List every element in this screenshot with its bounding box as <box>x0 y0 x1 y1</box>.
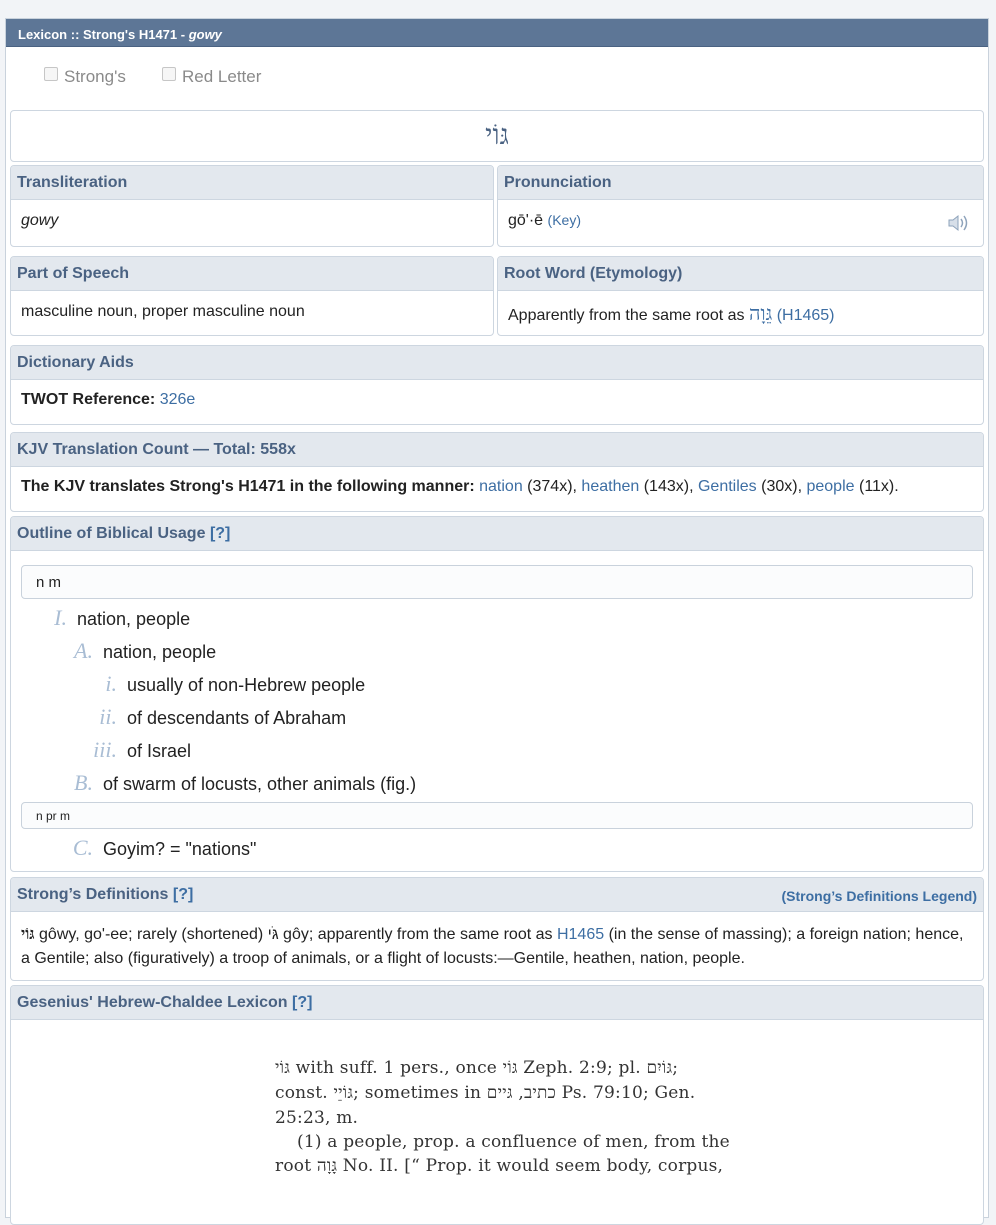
kjv-count-nation: (374x), <box>527 478 577 495</box>
kjv-count-gentiles: (30x), <box>761 478 803 495</box>
outline-text: usually of non-Hebrew people <box>127 675 366 695</box>
outline-entry <box>91 704 346 730</box>
outline-text: Goyim? = "nations" <box>103 839 257 859</box>
part-of-speech-heading: Part of Speech <box>11 257 493 291</box>
outline-group-nm: n m <box>21 565 973 599</box>
outline-entry <box>85 737 191 763</box>
kjv-word-heathen[interactable]: heathen <box>581 478 640 495</box>
part-of-speech-value: masculine noun, proper masculine noun <box>21 303 305 320</box>
root-word-prefix: Apparently from the same root as <box>508 307 745 324</box>
strongs-heading-text: Strong’s Definitions <box>17 886 169 903</box>
transliteration-panel <box>10 165 494 247</box>
kjv-panel <box>10 432 984 512</box>
outline-text: of swarm of locusts, other animals (fig.) <box>103 774 417 794</box>
outline-text: of Israel <box>127 741 192 761</box>
outline-marker: I. <box>54 605 67 630</box>
gesenius-scan-line: 25:23, m. <box>275 1108 359 1128</box>
gesenius-scan-line: (1) a people, prop. a confluence of men, from the <box>297 1132 730 1152</box>
gesenius-scan-line: גּוֹי with suff. 1 pers., once גּוֹי Zeph. 2:9; pl. גּוֹיִם; <box>275 1058 679 1078</box>
strongs-heading <box>11 878 983 912</box>
title-word: gowy <box>188 27 222 42</box>
outline-help-link[interactable]: [?] <box>209 525 231 542</box>
root-word-panel <box>497 256 984 336</box>
strongs-checkbox[interactable] <box>44 67 58 81</box>
red-letter-toggle[interactable] <box>162 67 261 87</box>
pronunciation-value: gō'·ē <box>508 212 544 229</box>
kjv-lead: The KJV translates Strong's H1471 in the following manner: <box>21 478 475 495</box>
outline-entry <box>51 605 190 631</box>
red-letter-toggle-label: Red Letter <box>182 67 262 86</box>
kjv-word-gentiles[interactable]: Gentiles <box>697 478 757 495</box>
strongs-legend-link[interactable]: (Strong’s Definitions Legend) <box>781 888 977 904</box>
pronunciation-panel <box>497 165 984 247</box>
display-toggles <box>6 47 988 109</box>
gesenius-heading-text: Gesenius' Hebrew-Chaldee Lexicon <box>17 994 288 1011</box>
outline-text: of descendants of Abraham <box>127 708 347 728</box>
strongs-definition-text <box>11 912 983 971</box>
strongs-definitions-panel <box>10 877 984 981</box>
outline-text: nation, people <box>77 609 191 629</box>
dictionary-aids-heading: Dictionary Aids <box>11 346 983 380</box>
outline-panel <box>10 516 984 872</box>
strongs-help-link[interactable]: [?] <box>172 886 194 903</box>
pronunciation-heading: Pronunciation <box>498 166 983 200</box>
gesenius-scan-line: root גָּוָה No. II. [“ Prop. it would seem body, corpus, <box>275 1156 724 1176</box>
part-of-speech-panel <box>10 256 494 336</box>
gesenius-scan-line: const. גּוֹיֵי; sometimes in כתיב, גּיים Ps. 79:10; Gen. <box>275 1083 696 1103</box>
strongs-toggle[interactable] <box>44 67 126 87</box>
headword-panel <box>10 110 984 162</box>
kjv-word-people[interactable]: people <box>806 478 855 495</box>
gesenius-panel <box>10 985 984 1225</box>
outline-heading <box>11 517 983 551</box>
gesenius-help-link[interactable]: [?] <box>292 994 313 1011</box>
strongs-hebrew: גּוֹי <box>21 924 35 943</box>
transliteration-value: gowy <box>21 212 59 229</box>
window-title <box>6 19 988 47</box>
strongs-text-a: gôwy, go'-ee; rarely (shortened) גֹּי gôy; apparently from the same root as <box>39 926 553 943</box>
outline-entry <box>69 770 416 796</box>
strongs-toggle-label: Strong's <box>64 67 126 86</box>
twot-link[interactable]: 326e <box>159 391 196 408</box>
kjv-count-heathen: (143x), <box>643 478 694 495</box>
root-word-heading: Root Word (Etymology) <box>498 257 983 291</box>
dictionary-aids-panel <box>10 345 984 425</box>
outline-group-nprm: n pr m <box>21 802 973 829</box>
outline-entry <box>69 638 216 664</box>
red-letter-checkbox[interactable] <box>162 67 176 81</box>
outline-marker: i. <box>105 671 117 696</box>
gesenius-scan <box>11 1020 983 1220</box>
outline-marker: C. <box>72 835 93 860</box>
outline-marker: ii. <box>99 704 117 729</box>
strongs-text-b: (in the sense of massing); a foreign nation; <box>608 926 911 943</box>
transliteration-heading: Transliteration <box>11 166 493 200</box>
gesenius-heading <box>11 986 983 1020</box>
pronunciation-key-link[interactable]: (Key) <box>547 212 581 228</box>
outline-marker: iii. <box>93 737 117 762</box>
kjv-word-nation[interactable]: nation <box>479 478 523 495</box>
twot-label: TWOT Reference: <box>21 391 156 408</box>
outline-entry <box>69 835 256 861</box>
strongs-text-c: hence, a Gentile; also (figuratively) a troop of animals, or a flight of locusts:—Gentile, heathen, nation, people. <box>21 926 964 967</box>
root-word-link[interactable]: (H1465) <box>776 307 835 324</box>
speaker-icon[interactable] <box>947 213 971 238</box>
outline-entry <box>91 671 365 697</box>
headword-hebrew: גּוֹי <box>485 118 509 151</box>
root-word-hebrew[interactable]: גֵּוָה <box>749 301 773 325</box>
outline-heading-text: Outline of Biblical Usage <box>17 525 206 542</box>
strongs-h1465-link[interactable]: H1465 <box>556 926 605 943</box>
outline-marker: A. <box>74 638 93 663</box>
lexicon-window <box>5 18 989 1218</box>
kjv-body <box>11 467 983 496</box>
outline-text: nation, people <box>103 642 217 662</box>
kjv-count-people: (11x). <box>858 478 899 495</box>
kjv-heading: KJV Translation Count — Total: 558x <box>11 433 983 467</box>
outline-marker: B. <box>74 770 93 795</box>
title-prefix: Lexicon :: Strong's H1471 - <box>18 27 189 42</box>
